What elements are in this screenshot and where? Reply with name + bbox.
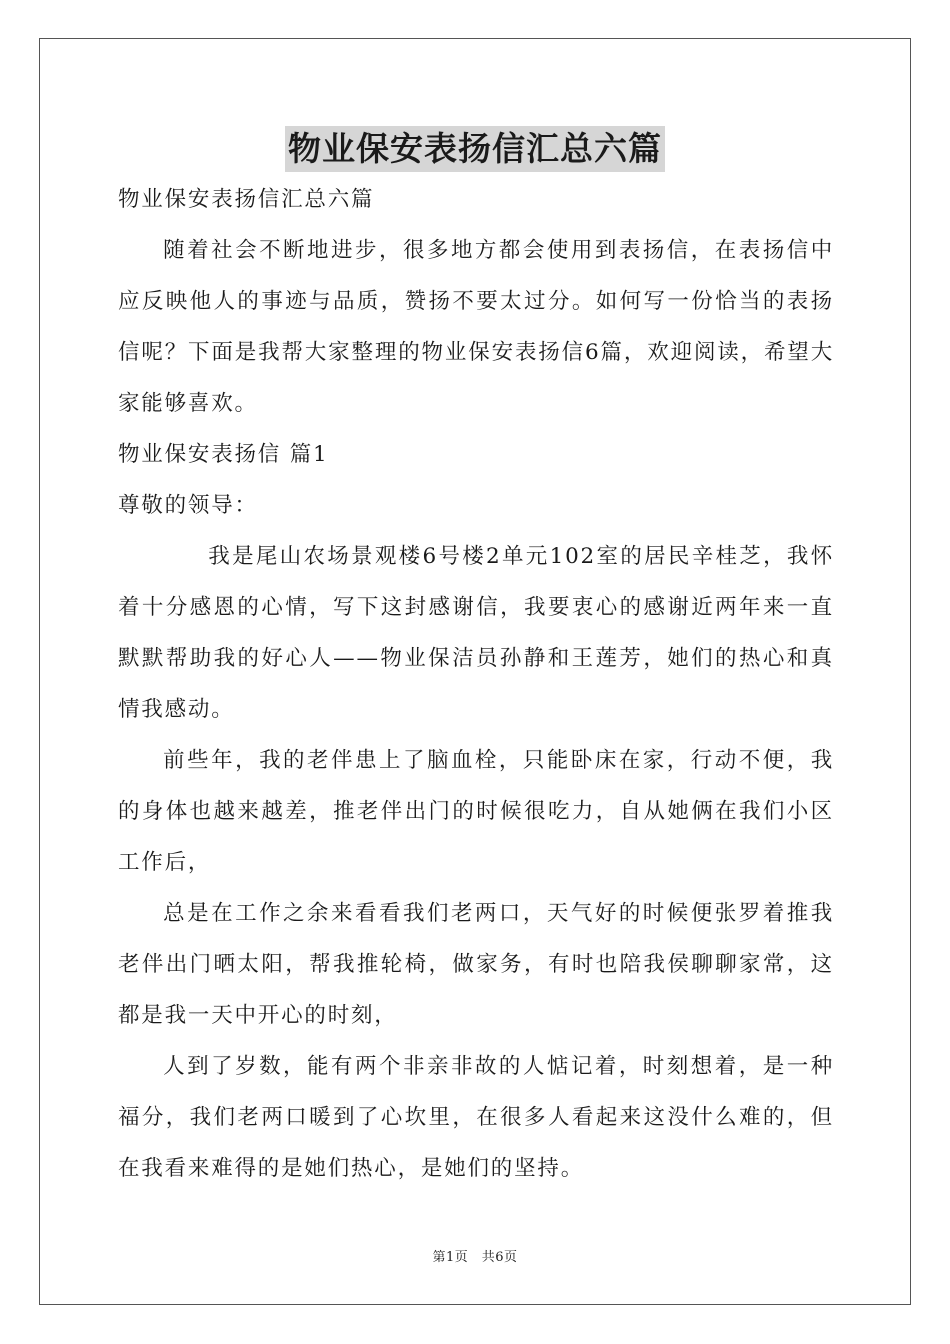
intro-paragraph: 随着社会不断地进步，很多地方都会使用到表扬信，在表扬信中应反映他人的事迹与品质，赞扬不要太过分。如何写一份恰当的表扬信呢？下面是我帮大家整理的物业保安表扬信6篇，欢迎阅读，希望大家能够喜欢。 [118, 238, 834, 416]
salutation: 尊敬的领导： [118, 493, 258, 518]
page-footer [0, 1246, 950, 1265]
document-body [118, 174, 834, 1194]
body-paragraph: 人到了岁数，能有两个非亲非故的人惦记着，时刻想着，是一种福分，我们老两口暖到了心坎里，在很多人看起来这没什么难的，但在我看来难得的是她们热心，是她们的坚持。 [118, 1054, 834, 1181]
page-number: 第1页 共6页 [432, 1250, 518, 1265]
document-title: 物业保安表扬信汇总六篇 [285, 126, 665, 172]
body-paragraph: 前些年，我的老伴患上了脑血栓，只能卧床在家，行动不便，我的身体也越来越差，推老伴出门的时候很吃力，自从她俩在我们小区工作后， [118, 748, 834, 875]
body-paragraph: 我是尾山农场景观楼6号楼2单元102室的居民辛桂芝，我怀着十分感恩的心情，写下这封感谢信，我要衷心的感谢近两年来一直默默帮助我的好心人——物业保洁员孙静和王莲芳，她们的热心和真情我感动。 [118, 544, 834, 722]
section-heading: 物业保安表扬信 篇1 [118, 442, 329, 467]
title-container [0, 126, 950, 172]
body-paragraph: 总是在工作之余来看看我们老两口，天气好的时候便张罗着推我老伴出门晒太阳，帮我推轮椅，做家务，有时也陪我侯聊聊家常，这都是我一天中开心的时刻， [118, 901, 834, 1028]
subtitle-line: 物业保安表扬信汇总六篇 [118, 187, 375, 212]
